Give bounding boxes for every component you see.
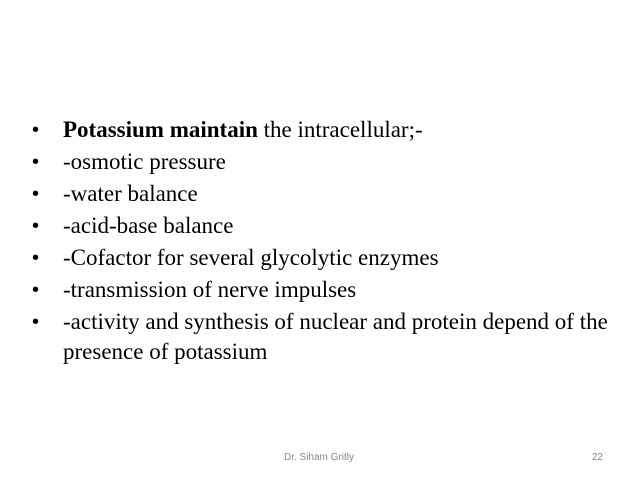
slide-number: 22	[591, 452, 603, 463]
bullet-text: the intracellular;-	[257, 117, 423, 142]
bullet-item	[32, 211, 622, 241]
bullet-item	[32, 243, 622, 273]
bullet-text: -acid-base balance	[63, 213, 234, 238]
bullet-text: -osmotic pressure	[63, 149, 226, 174]
bullet-icon: •	[32, 311, 40, 333]
bullet-icon: •	[32, 151, 40, 173]
bullet-text: -activity and synthesis of nuclear and protein depend of the presence of potassium	[63, 309, 608, 364]
bullet-icon: •	[32, 119, 40, 141]
footer-author: Dr. Siham Gritly	[283, 452, 354, 463]
bullet-bold-text: Potassium maintain	[63, 117, 258, 142]
bullet-icon: •	[32, 247, 40, 269]
bullet-list	[32, 115, 622, 369]
bullet-item	[32, 147, 622, 177]
bullet-text: -water balance	[63, 181, 198, 206]
bullet-item	[32, 275, 622, 305]
bullet-icon: •	[32, 183, 40, 205]
bullet-icon: •	[32, 279, 40, 301]
bullet-icon: •	[32, 215, 40, 237]
bullet-item	[32, 307, 622, 367]
bullet-item	[32, 179, 622, 209]
bullet-text: -Cofactor for several glycolytic enzymes	[63, 245, 439, 270]
bullet-item	[32, 115, 622, 145]
bullet-text: -transmission of nerve impulses	[63, 277, 357, 302]
